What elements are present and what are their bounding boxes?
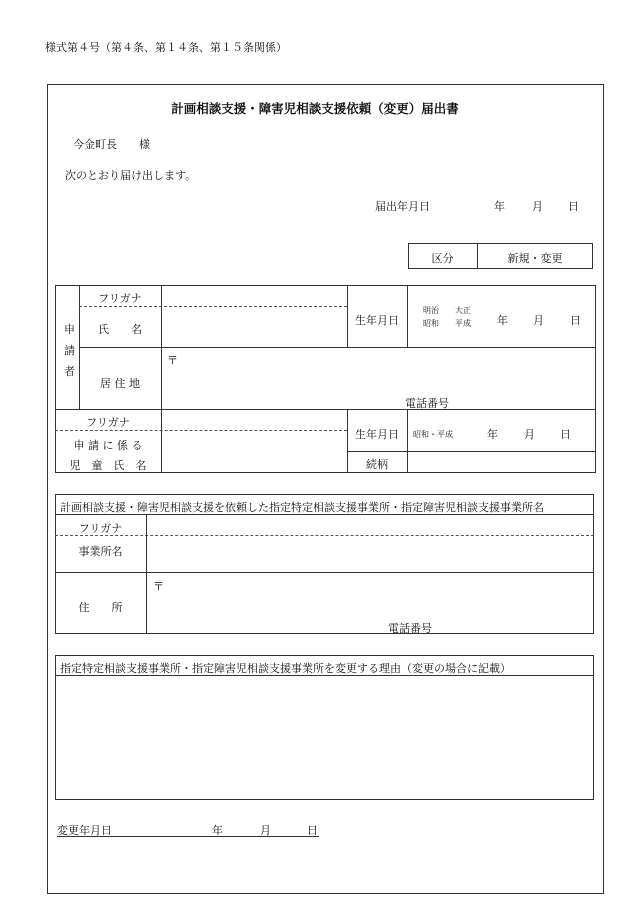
form-number: 様式第４号（第４条、第１４条、第１５条関係） — [45, 41, 287, 54]
era-showa: 昭和 — [423, 319, 439, 328]
statement: 次のとおり届け出します。 — [65, 169, 197, 182]
change-year-unit: 年 — [212, 824, 223, 837]
era-meiji: 明治 — [423, 306, 439, 315]
applicant-phone-label: 電話番号 — [405, 397, 449, 410]
office-heading: 計画相談支援・障害児相談支援を依頼した指定特定相談支援事業所・指定障害児相談支援事業所名 — [60, 501, 544, 514]
office-furigana-label: フリガナ — [78, 522, 123, 535]
filing-day-unit: 日 — [568, 200, 579, 213]
applicant-address-label: 居 住 地 — [100, 377, 140, 390]
era-taisho: 大正 — [455, 306, 471, 315]
child-birth-day-unit: 日 — [560, 428, 571, 441]
child-birthdate-label: 生年月日 — [355, 428, 399, 441]
reason-box — [55, 655, 594, 800]
applicant-side-label-1: 申 — [64, 323, 75, 336]
change-date-underline — [57, 836, 319, 837]
applicant-side-label-3: 者 — [64, 365, 75, 378]
office-address-label: 住 所 — [78, 601, 123, 614]
era-heisei: 平成 — [455, 319, 471, 328]
office-name-label: 事業所名 — [78, 545, 123, 558]
applicant-name-label: 氏 名 — [98, 323, 142, 336]
change-day-unit: 日 — [307, 824, 318, 837]
child-eras: 昭和・平成 — [413, 430, 453, 439]
child-furigana-label: フリガナ — [86, 416, 130, 429]
form-title: 計画相談支援・障害児相談支援依頼（変更）届出書 — [171, 101, 459, 116]
filing-date-label: 届出年月日 — [375, 200, 430, 213]
child-name-label-line1: 申 請 に 係 る — [73, 439, 143, 452]
child-name-label-line2: 児 童 氏 名 — [69, 459, 147, 472]
filing-month-unit: 月 — [532, 200, 543, 213]
applicant-birth-month-unit: 月 — [533, 314, 544, 327]
child-birth-year-unit: 年 — [487, 428, 498, 441]
office-postal-mark: 〒 — [153, 580, 164, 593]
applicant-birth-day-unit: 日 — [570, 314, 581, 327]
change-month-unit: 月 — [260, 824, 271, 837]
applicant-side-label-2: 請 — [64, 344, 75, 357]
child-birth-month-unit: 月 — [524, 428, 535, 441]
child-relation-label: 続柄 — [366, 458, 388, 471]
category-label: 区分 — [431, 252, 454, 265]
applicant-birthdate-label: 生年月日 — [355, 314, 399, 327]
change-date-label: 変更年月日 — [57, 824, 112, 837]
filing-year-unit: 年 — [494, 200, 505, 213]
addressee: 今金町長 様 — [73, 138, 150, 151]
reason-heading: 指定特定相談支援事業所・指定障害児相談支援事業所を変更する理由（変更の場合に記載） — [60, 662, 511, 675]
applicant-postal-mark: 〒 — [167, 354, 178, 367]
category-value[interactable]: 新規・変更 — [507, 252, 563, 265]
applicant-birth-year-unit: 年 — [497, 314, 508, 327]
applicant-furigana-label: フリガナ — [98, 292, 142, 305]
office-phone-label: 電話番号 — [388, 622, 432, 635]
